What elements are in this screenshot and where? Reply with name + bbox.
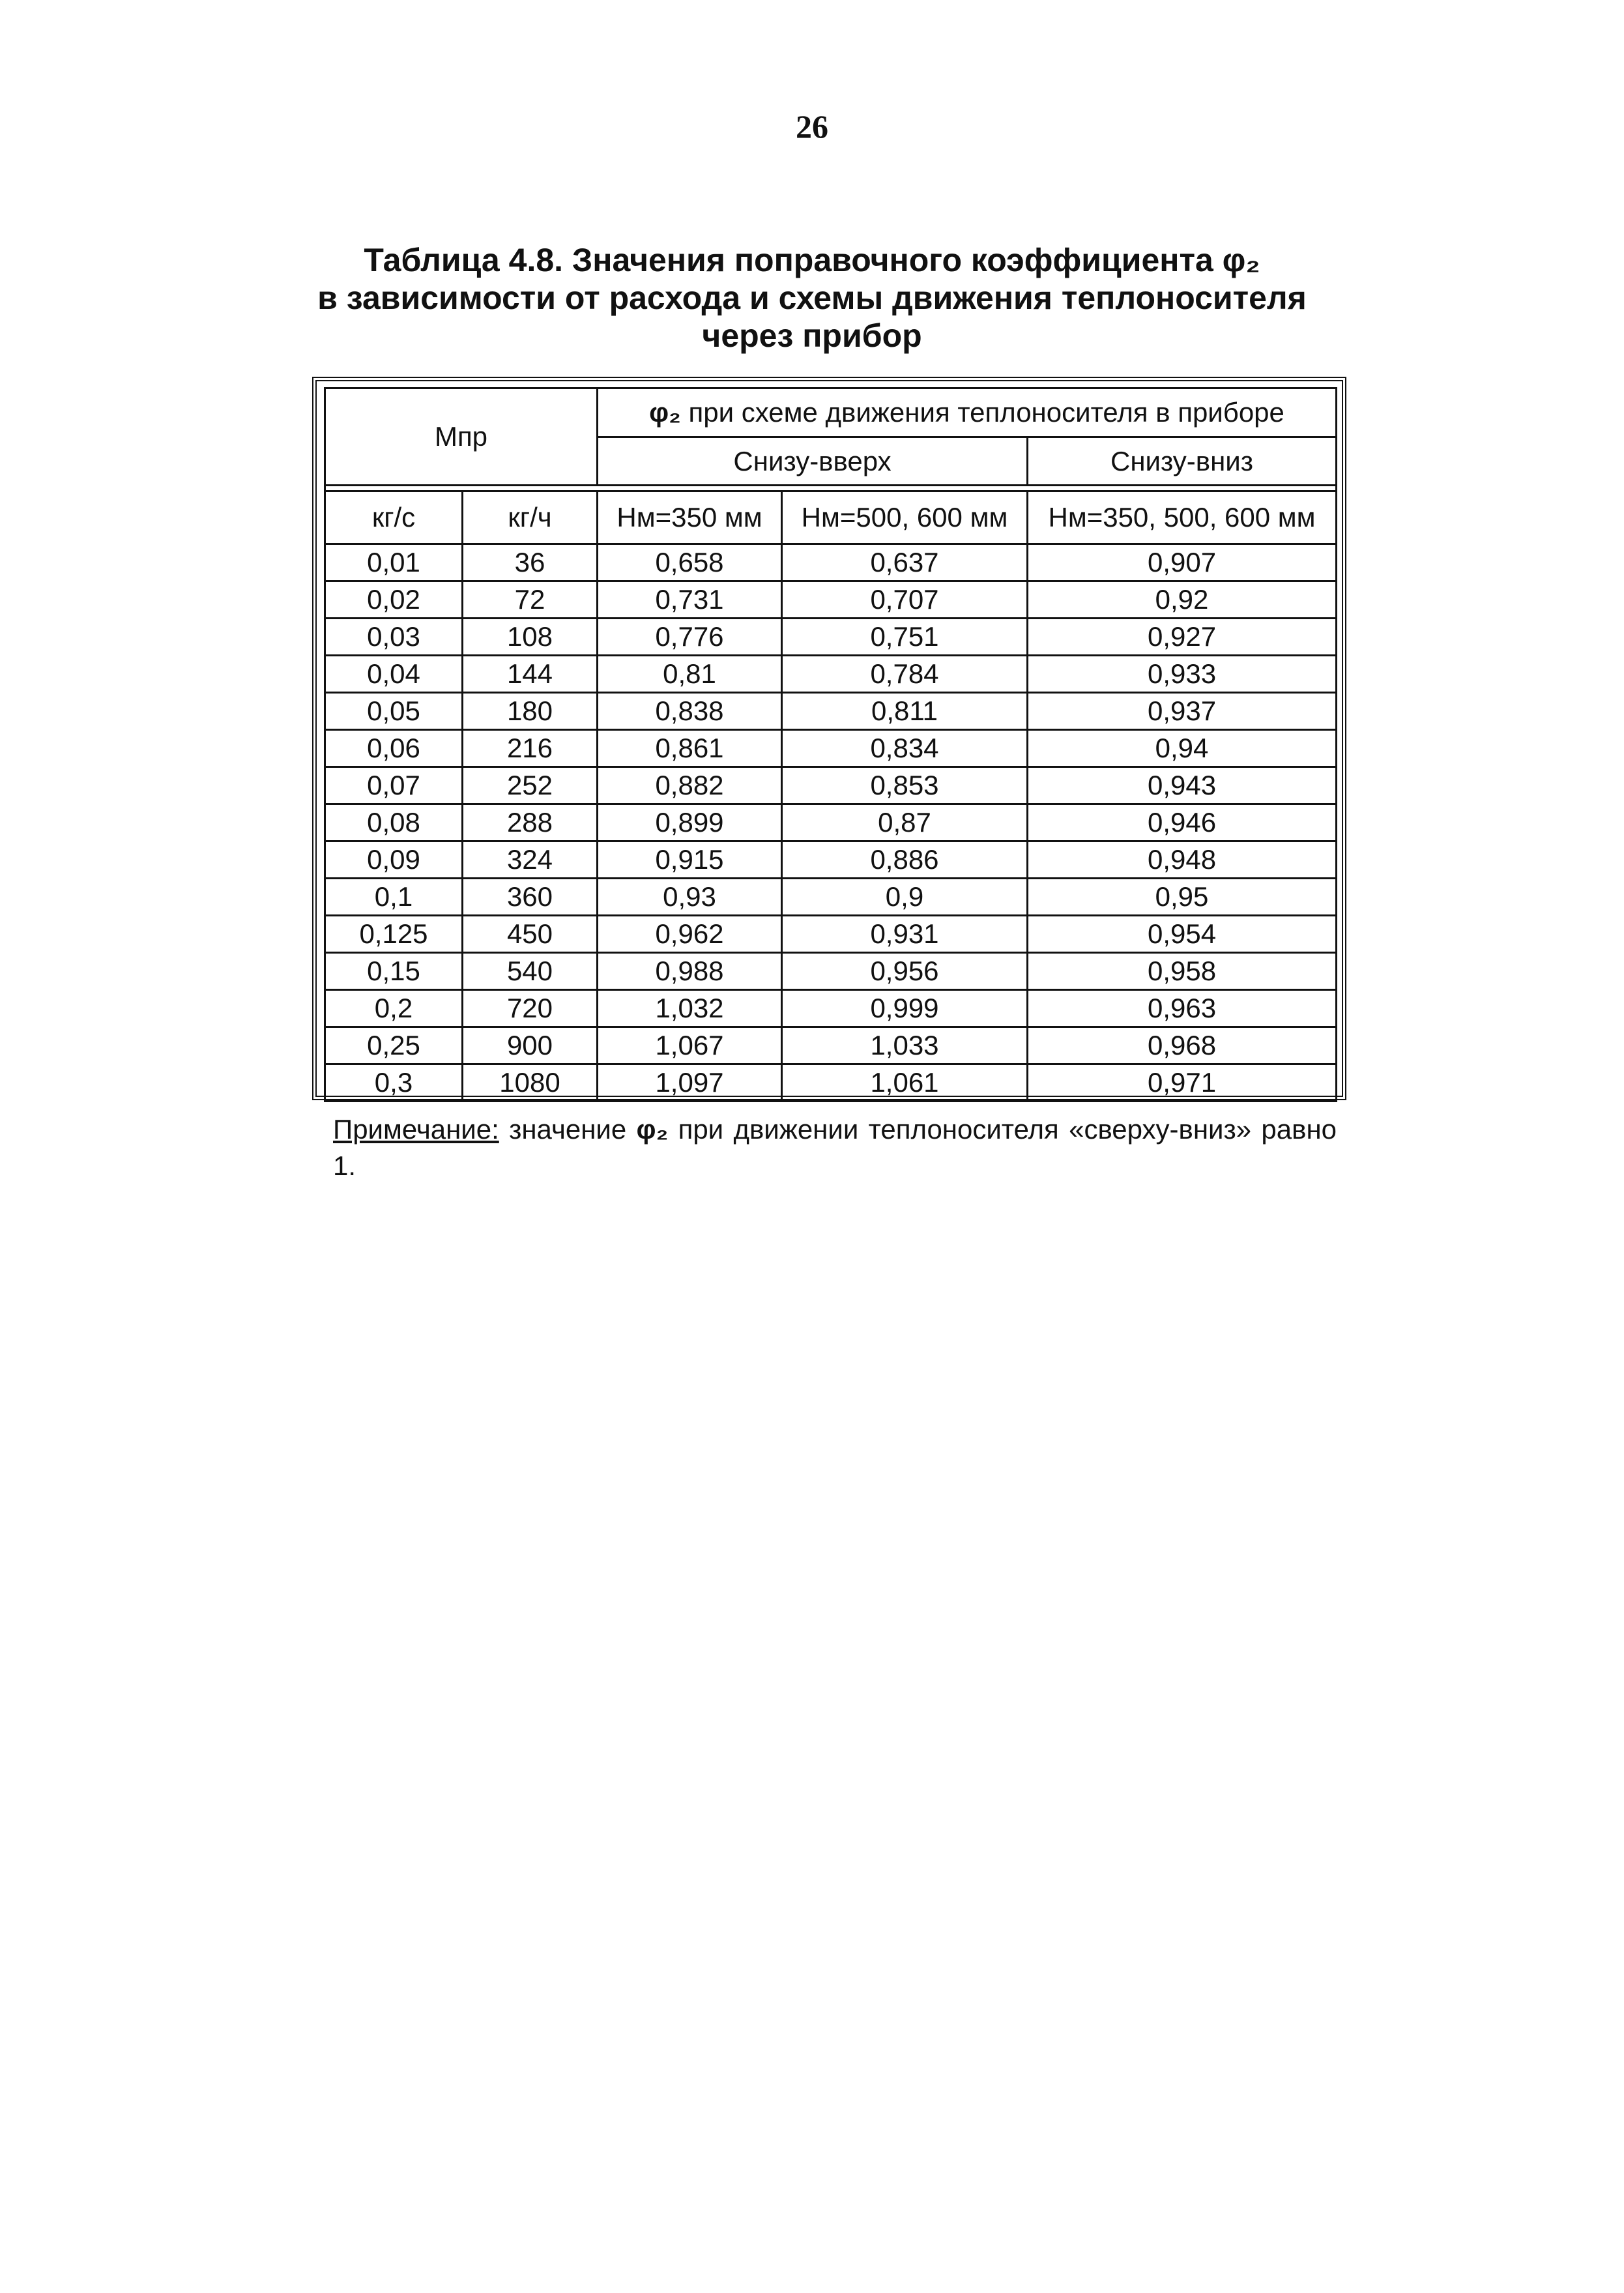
table-row — [325, 730, 1337, 767]
cell-h350: 1,032 — [598, 990, 782, 1027]
note-label: Примечание: — [333, 1114, 499, 1145]
table-row — [325, 767, 1337, 804]
cell-hall: 0,954 — [1028, 916, 1337, 953]
cell-kgh: 360 — [463, 879, 598, 916]
phi-scheme-header — [598, 388, 1337, 437]
cell-h500: 0,853 — [782, 767, 1028, 804]
cell-h350: 0,838 — [598, 693, 782, 730]
cell-kgs: 0,02 — [325, 581, 463, 619]
table-row — [325, 693, 1337, 730]
cell-h500: 0,811 — [782, 693, 1028, 730]
cell-h500: 0,707 — [782, 581, 1028, 619]
cell-kgh: 324 — [463, 841, 598, 879]
cell-h350: 0,81 — [598, 656, 782, 693]
table-row — [325, 804, 1337, 841]
table-row — [325, 990, 1337, 1027]
cell-kgs: 0,01 — [325, 544, 463, 581]
header-gap-cell — [325, 486, 1337, 491]
cell-h500: 0,784 — [782, 656, 1028, 693]
note-phi-symbol: φ₂ — [636, 1114, 669, 1145]
cell-hall: 0,933 — [1028, 656, 1337, 693]
cell-kgh: 72 — [463, 581, 598, 619]
cell-h500: 0,9 — [782, 879, 1028, 916]
cell-kgh: 720 — [463, 990, 598, 1027]
cell-kgs: 0,03 — [325, 619, 463, 656]
cell-h350: 1,067 — [598, 1027, 782, 1064]
cell-h350: 0,988 — [598, 953, 782, 990]
col-header-hall: Hм=350, 500, 600 мм — [1028, 491, 1337, 544]
cell-kgh: 144 — [463, 656, 598, 693]
mpr-header: Mпр — [325, 388, 598, 486]
table-note — [333, 1111, 1337, 1184]
cell-kgh: 180 — [463, 693, 598, 730]
col-header-kgh: кг/ч — [463, 491, 598, 544]
header-gap — [325, 486, 1337, 491]
table-row — [325, 544, 1337, 581]
cell-h350: 0,658 — [598, 544, 782, 581]
cell-kgs: 0,25 — [325, 1027, 463, 1064]
group-header-up: Снизу-вверх — [598, 437, 1028, 486]
note-text-after: при движении теплоносителя «сверху-вниз» равно 1. — [333, 1114, 1337, 1181]
cell-h500: 0,956 — [782, 953, 1028, 990]
cell-hall: 0,963 — [1028, 990, 1337, 1027]
cell-h500: 0,931 — [782, 916, 1028, 953]
cell-hall: 0,958 — [1028, 953, 1337, 990]
cell-h500: 0,87 — [782, 804, 1028, 841]
phi-symbol: φ₂ — [649, 397, 681, 428]
cell-kgh: 900 — [463, 1027, 598, 1064]
cell-kgs: 0,125 — [325, 916, 463, 953]
cell-kgs: 0,04 — [325, 656, 463, 693]
table-row — [325, 1027, 1337, 1064]
header-row-1 — [325, 388, 1337, 437]
cell-h500: 0,637 — [782, 544, 1028, 581]
col-header-h500: Hм=500, 600 мм — [782, 491, 1028, 544]
title-line-2: в зависимости от расхода и схемы движения теплоносителя — [317, 280, 1307, 316]
cell-kgh: 450 — [463, 916, 598, 953]
cell-kgh: 216 — [463, 730, 598, 767]
table-title — [291, 241, 1333, 355]
cell-h350: 0,962 — [598, 916, 782, 953]
table-row — [325, 916, 1337, 953]
cell-hall: 0,92 — [1028, 581, 1337, 619]
table-row — [325, 581, 1337, 619]
title-line-3: через прибор — [702, 317, 922, 354]
cell-kgs: 0,1 — [325, 879, 463, 916]
cell-kgh: 1080 — [463, 1064, 598, 1102]
table-row — [325, 953, 1337, 990]
cell-kgs: 0,06 — [325, 730, 463, 767]
cell-h500: 1,061 — [782, 1064, 1028, 1102]
cell-h500: 1,033 — [782, 1027, 1028, 1064]
col-header-h350: Hм=350 мм — [598, 491, 782, 544]
table-row — [325, 656, 1337, 693]
cell-hall: 0,95 — [1028, 879, 1337, 916]
cell-kgh: 108 — [463, 619, 598, 656]
cell-hall: 0,948 — [1028, 841, 1337, 879]
cell-h350: 0,899 — [598, 804, 782, 841]
table-row — [325, 841, 1337, 879]
cell-h350: 1,097 — [598, 1064, 782, 1102]
cell-kgs: 0,09 — [325, 841, 463, 879]
cell-kgs: 0,15 — [325, 953, 463, 990]
phi-scheme-header-text: при схеме движения теплоносителя в приборе — [680, 397, 1284, 428]
cell-h500: 0,834 — [782, 730, 1028, 767]
cell-hall: 0,946 — [1028, 804, 1337, 841]
title-line-1: Таблица 4.8. Значения поправочного коэффициента φ₂ — [364, 242, 1260, 278]
cell-hall: 0,937 — [1028, 693, 1337, 730]
cell-kgs: 0,2 — [325, 990, 463, 1027]
cell-h350: 0,915 — [598, 841, 782, 879]
table-row — [325, 1064, 1337, 1102]
cell-kgs: 0,3 — [325, 1064, 463, 1102]
cell-hall: 0,907 — [1028, 544, 1337, 581]
cell-hall: 0,927 — [1028, 619, 1337, 656]
cell-h500: 0,886 — [782, 841, 1028, 879]
cell-h350: 0,731 — [598, 581, 782, 619]
cell-kgs: 0,05 — [325, 693, 463, 730]
page-number: 26 — [796, 108, 828, 145]
table-row — [325, 619, 1337, 656]
cell-kgh: 252 — [463, 767, 598, 804]
cell-kgh: 36 — [463, 544, 598, 581]
note-text-before: значение — [499, 1114, 637, 1145]
cell-kgh: 288 — [463, 804, 598, 841]
cell-h350: 0,93 — [598, 879, 782, 916]
header-row-3 — [325, 491, 1337, 544]
cell-kgs: 0,07 — [325, 767, 463, 804]
table-row — [325, 879, 1337, 916]
cell-h500: 0,999 — [782, 990, 1028, 1027]
cell-hall: 0,94 — [1028, 730, 1337, 767]
cell-h350: 0,861 — [598, 730, 782, 767]
cell-kgs: 0,08 — [325, 804, 463, 841]
cell-hall: 0,971 — [1028, 1064, 1337, 1102]
cell-h500: 0,751 — [782, 619, 1028, 656]
col-header-kgs: кг/с — [325, 491, 463, 544]
group-header-down: Снизу-вниз — [1028, 437, 1337, 486]
cell-kgh: 540 — [463, 953, 598, 990]
cell-hall: 0,968 — [1028, 1027, 1337, 1064]
cell-h350: 0,776 — [598, 619, 782, 656]
cell-h350: 0,882 — [598, 767, 782, 804]
correction-coefficient-table — [324, 387, 1337, 1102]
cell-hall: 0,943 — [1028, 767, 1337, 804]
